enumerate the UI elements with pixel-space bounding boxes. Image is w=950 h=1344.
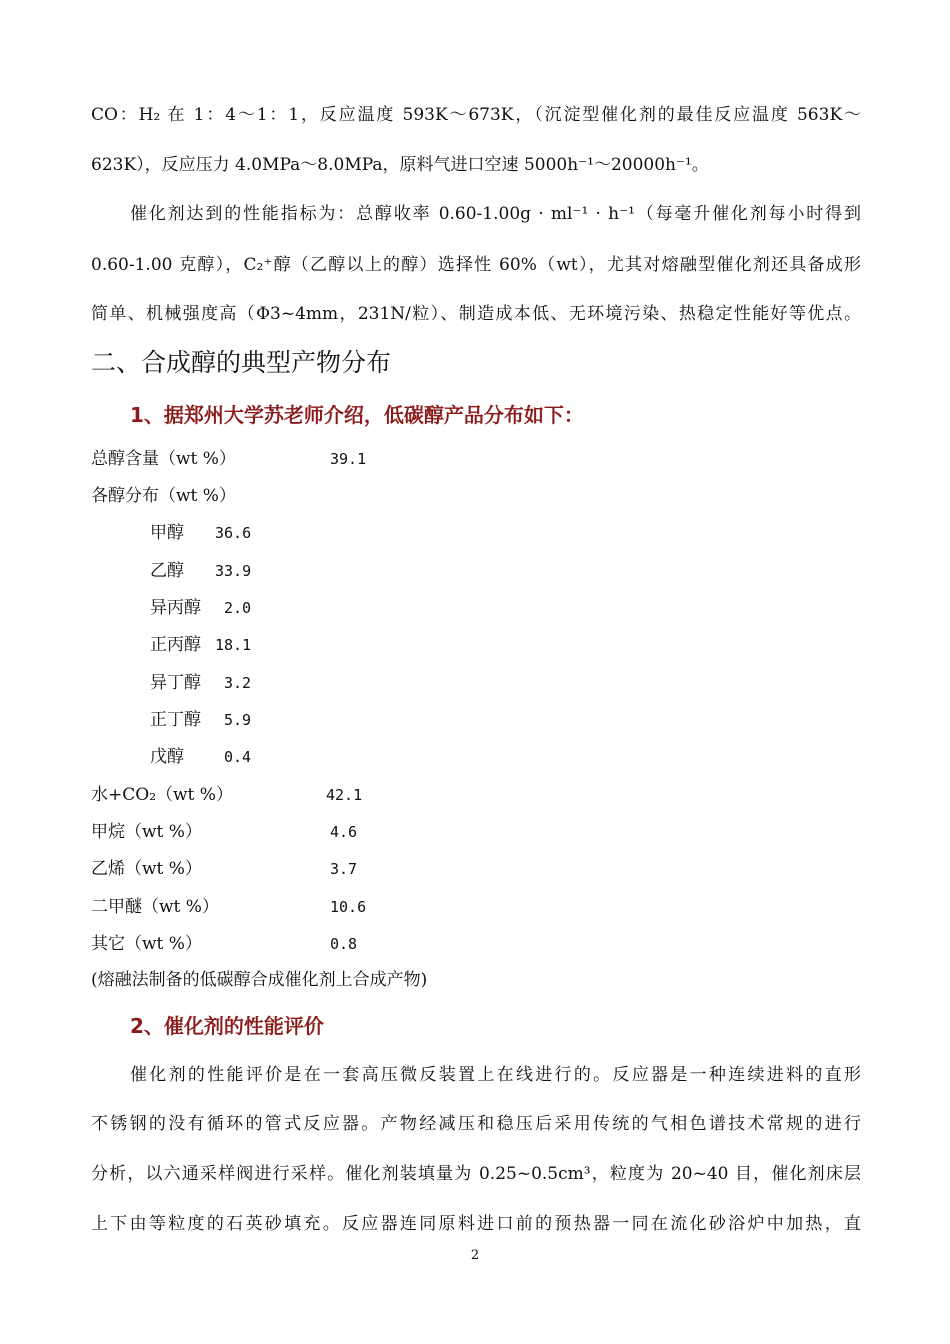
row-value: 39.1 — [330, 450, 367, 468]
row-label: 甲烷（wt %） — [91, 822, 202, 842]
alcohol-name: 正丁醇 — [150, 710, 201, 730]
alcohol-name: 异丙醇 — [150, 598, 201, 618]
paragraph-line: 上下由等粒度的石英砂填充。反应器连同原料进口前的预热器一同在流化砂浴炉中加热，直 — [91, 1214, 861, 1234]
alcohol-name: 乙醇 — [150, 561, 184, 581]
row-value: 4.6 — [330, 823, 358, 841]
row-label: 二甲醚（wt %） — [91, 897, 219, 917]
paragraph-line: 催化剂达到的性能指标为：总醇收率 0.60-1.00g · ml⁻¹ · h⁻¹（每毫升催化剂每小时得到 — [130, 204, 861, 224]
row-value: 0.8 — [330, 935, 358, 953]
table-caption: (熔融法制备的低碳醇合成催化剂上合成产物) — [91, 970, 428, 990]
row-label: 其它（wt %） — [91, 934, 202, 954]
page-number: 2 — [470, 1248, 480, 1263]
row-label: 各醇分布（wt %） — [91, 486, 236, 506]
alcohol-value: 36.6 — [215, 524, 252, 542]
alcohol-name: 正丙醇 — [150, 635, 201, 655]
row-label: 乙烯（wt %） — [91, 859, 202, 879]
subheading-catalyst-evaluation: 2、催化剂的性能评价 — [130, 1014, 324, 1038]
alcohol-name: 异丁醇 — [150, 673, 201, 693]
subheading-product-distribution: 1、据郑州大学苏老师介绍，低碳醇产品分布如下： — [130, 403, 584, 427]
alcohol-value: 2.0 — [224, 599, 252, 617]
alcohol-name: 戊醇 — [150, 747, 184, 767]
row-value: 3.7 — [330, 860, 358, 878]
alcohol-value: 3.2 — [224, 674, 252, 692]
alcohol-value: 5.9 — [224, 711, 252, 729]
paragraph-line: 不锈钢的没有循环的管式反应器。产物经减压和稳压后采用传统的气相色谱技术常规的进行 — [91, 1114, 861, 1134]
row-value: 42.1 — [326, 786, 363, 804]
section-heading: 二、合成醇的典型产物分布 — [91, 348, 392, 377]
paragraph-line: 简单、机械强度高（Φ3~4mm，231N/粒）、制造成本低、无环境污染、热稳定性能好等优点。 — [91, 304, 861, 324]
alcohol-value: 18.1 — [215, 636, 252, 654]
alcohol-name: 甲醇 — [150, 523, 184, 543]
paragraph-line: 催化剂的性能评价是在一套高压微反装置上在线进行的。反应器是一种连续进料的直形 — [130, 1065, 861, 1085]
paragraph-line: 分析，以六通采样阀进行采样。催化剂装填量为 0.25~0.5cm³，粒度为 20~40 目，催化剂床层 — [91, 1164, 861, 1184]
alcohol-value: 33.9 — [215, 562, 252, 580]
row-label: 水+CO₂（wt %） — [91, 785, 233, 805]
paragraph-line: 0.60-1.00 克醇），C₂⁺醇（乙醇以上的醇）选择性 60%（wt），尤其对熔融型催化剂还具备成形 — [91, 255, 861, 275]
paragraph-line: 623K），反应压力 4.0MPa～8.0MPa，原料气进口空速 5000h⁻¹～20000h⁻¹。 — [91, 155, 709, 175]
paragraph-line: CO：H₂ 在 1：4～1：1，反应温度 593K～673K，（沉淀型催化剂的最佳反应温度 563K～ — [91, 105, 861, 125]
alcohol-value: 0.4 — [224, 748, 252, 766]
row-label: 总醇含量（wt %） — [91, 449, 236, 469]
row-value: 10.6 — [330, 898, 367, 916]
